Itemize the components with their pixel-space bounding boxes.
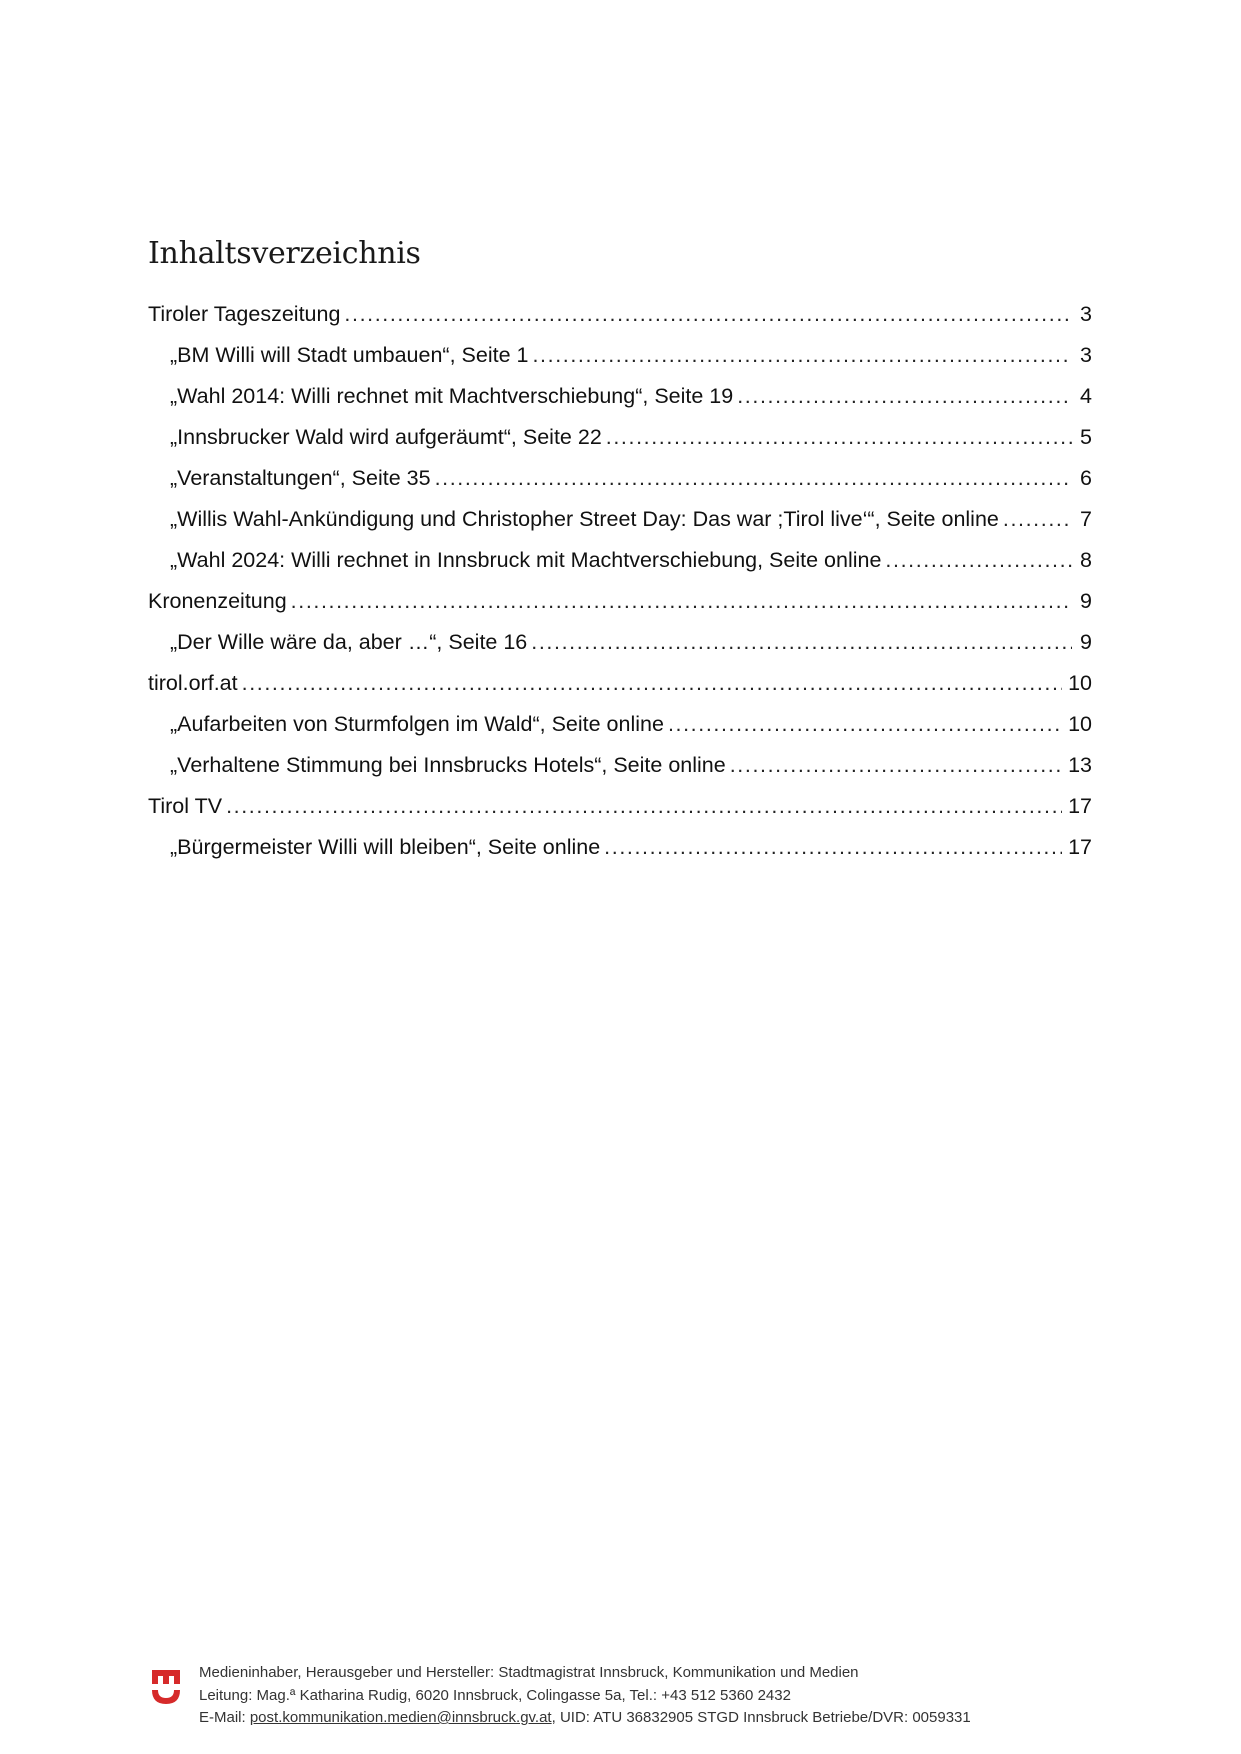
toc-entry-page: 17 [1068, 794, 1092, 818]
toc-leader-dots [435, 466, 1072, 491]
toc-entry-page: 17 [1068, 835, 1092, 859]
toc-entry-title: „Wahl 2014: Willi rechnet mit Machtverschiebung“, Seite 19 [170, 384, 734, 408]
toc-entry-title: „Innsbrucker Wald wird aufgeräumt“, Seite 22 [170, 425, 602, 449]
toc-entry-page: 7 [1080, 507, 1092, 531]
toc-entry-page: 9 [1080, 630, 1092, 654]
toc-leader-dots [242, 671, 1062, 696]
toc-entry-buergermeister-willi[interactable] [148, 835, 1092, 876]
toc-entry-title: Tirol TV [148, 794, 223, 818]
toc-entry-kronenzeitung[interactable] [148, 589, 1092, 630]
toc-entry-title: „Veranstaltungen“, Seite 35 [170, 466, 431, 490]
footer-uid-text: , UID: ATU 36832905 STGD Innsbruck Betriebe/DVR: 0059331 [551, 1709, 971, 1726]
toc-entry-page: 10 [1068, 712, 1092, 736]
footer-imprint [199, 1662, 971, 1730]
toc-entry-title: Kronenzeitung [148, 589, 287, 613]
toc-entry-title: „Der Wille wäre da, aber …“, Seite 16 [170, 630, 528, 654]
toc-entry-title: „Willis Wahl-Ankündigung und Christopher Street Day: Das war ;Tirol live‘“, Seite online [170, 507, 999, 531]
toc-entry-aufarbeiten-von-sturmfolgen[interactable] [148, 712, 1092, 753]
toc-entry-title: tirol.orf.at [148, 671, 238, 695]
toc-entry-wahl-2024[interactable] [148, 548, 1092, 589]
toc-heading: Inhaltsverzeichnis [148, 236, 421, 271]
toc-leader-dots [344, 302, 1072, 327]
toc-leader-dots [226, 794, 1062, 819]
toc-entry-title: „Aufarbeiten von Sturmfolgen im Wald“, Seite online [170, 712, 664, 736]
toc-entry-tirol-tv[interactable] [148, 794, 1092, 835]
toc-entry-tiroler-tageszeitung[interactable] [148, 302, 1092, 343]
toc-entry-wahl-2014[interactable] [148, 384, 1092, 425]
toc-leader-dots [885, 548, 1072, 573]
toc-entry-page: 13 [1068, 753, 1092, 777]
toc-entry-title: „Bürgermeister Willi will bleiben“, Seite online [170, 835, 601, 859]
toc-leader-dots [737, 384, 1072, 409]
innsbruck-logo-icon [150, 1668, 182, 1708]
footer-line-publisher: Medieninhaber, Herausgeber und Hersteller: Stadtmagistrat Innsbruck, Kommunikation und Medien [199, 1664, 859, 1681]
toc-leader-dots [606, 425, 1072, 450]
toc-leader-dots [730, 753, 1062, 778]
toc-entry-page: 10 [1068, 671, 1092, 695]
footer-email-link[interactable]: post.kommunikation.medien@innsbruck.gv.at [249, 1709, 552, 1726]
footer-line-management: Leitung: Mag.ª Katharina Rudig, 6020 Innsbruck, Colingasse 5a, Tel.: +43 512 5360 2432 [199, 1686, 791, 1704]
toc-leader-dots [1003, 507, 1072, 532]
toc-entry-page: 5 [1080, 425, 1092, 449]
toc-entry-title: Tiroler Tageszeitung [148, 302, 341, 326]
toc-entry-title: „BM Willi will Stadt umbauen“, Seite 1 [170, 343, 529, 367]
footer-email-label: E-Mail: [199, 1709, 250, 1726]
toc-entry-tirol-orf-at[interactable] [148, 671, 1092, 712]
toc-entry-bm-willi-will-stadt-umbauen[interactable] [148, 343, 1092, 384]
toc-entry-veranstaltungen[interactable] [148, 466, 1092, 507]
toc-entry-willis-wahl-ankuendigung[interactable] [148, 507, 1092, 548]
toc-entry-verhaltene-stimmung[interactable] [148, 753, 1092, 794]
toc-entry-title: „Wahl 2024: Willi rechnet in Innsbruck mit Machtverschiebung, Seite online [170, 548, 882, 572]
toc-leader-dots [532, 343, 1072, 368]
toc-leader-dots [531, 630, 1072, 655]
toc-entry-page: 8 [1080, 548, 1092, 572]
toc-entry-page: 9 [1080, 589, 1092, 613]
toc-entry-page: 6 [1080, 466, 1092, 490]
toc-entry-page: 4 [1080, 384, 1092, 408]
toc-leader-dots [668, 712, 1062, 737]
footer-line-contact [199, 1707, 971, 1730]
table-of-contents [148, 302, 1092, 876]
toc-entry-page: 3 [1080, 343, 1092, 367]
toc-entry-title: „Verhaltene Stimmung bei Innsbrucks Hotels“, Seite online [170, 753, 726, 777]
toc-entry-page: 3 [1080, 302, 1092, 326]
toc-entry-innsbrucker-wald[interactable] [148, 425, 1092, 466]
toc-leader-dots [604, 835, 1062, 860]
page-footer [150, 1662, 1110, 1732]
toc-entry-der-wille-waere-da[interactable] [148, 630, 1092, 671]
toc-leader-dots [291, 589, 1072, 614]
